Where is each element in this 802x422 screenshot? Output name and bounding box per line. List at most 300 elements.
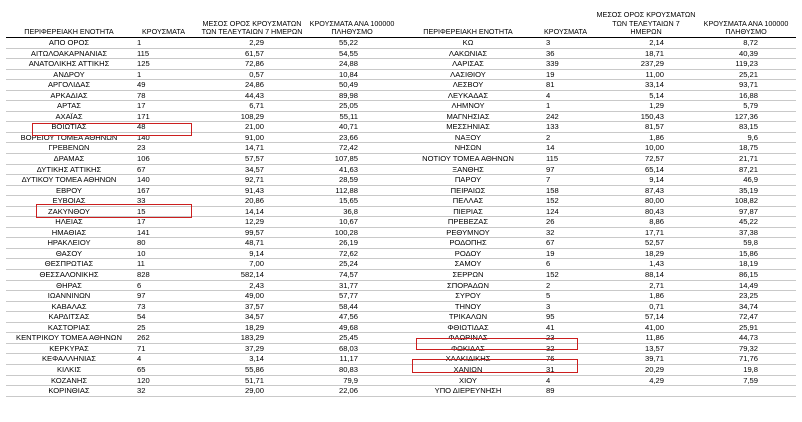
per-100k-cell: 18,75 <box>738 143 758 153</box>
cases-cell: 25 <box>137 322 146 332</box>
highlight-box-evvoias <box>36 204 192 218</box>
cases-cell: 115 <box>546 154 559 164</box>
per-100k-cell: 10,84 <box>338 69 358 79</box>
per-100k-cell: 25,91 <box>738 322 758 332</box>
per-100k-cell: 55,11 <box>339 111 358 121</box>
avg-cell: 29,00 <box>244 386 264 396</box>
per-100k-cell: 41,63 <box>338 164 358 174</box>
per-100k-cell: 44,73 <box>738 333 758 343</box>
region-cell: ΚΑΒΑΛΑΣ <box>51 301 87 311</box>
cases-cell: 15 <box>137 206 146 216</box>
region-cell: ΑΡΚΑΔΙΑΣ <box>50 90 88 100</box>
avg-cell: 1,29 <box>649 101 664 111</box>
table-row <box>6 80 402 91</box>
avg-cell: 10,00 <box>644 143 664 153</box>
avg-cell: 18,29 <box>644 248 664 258</box>
region-cell: ΚΟΡΙΝΘΙΑΣ <box>48 386 90 396</box>
region-cell: ΛΑΚΩΝΙΑΣ <box>448 48 488 58</box>
cases-cell: 140 <box>137 132 150 142</box>
table-row <box>402 38 796 49</box>
region-cell: ΧΙΟΥ <box>459 375 477 385</box>
table-row <box>6 344 402 355</box>
cases-cell: 4 <box>546 90 551 100</box>
cases-cell: 48 <box>137 122 146 132</box>
avg-cell: 2,14 <box>649 38 664 47</box>
cases-cell: 2 <box>546 280 551 290</box>
table-row <box>6 281 402 292</box>
per-100k-cell: 19,8 <box>743 364 758 374</box>
region-cell: ΗΜΑΘΙΑΣ <box>51 227 87 237</box>
header-per-100k: ΚΡΟΥΣΜΑΤΑ ΑΝΑ 100000 ΠΛΗΘΥΣΜΟ <box>309 18 395 36</box>
right-table-header <box>402 2 796 38</box>
per-100k-cell: 108,82 <box>734 196 758 206</box>
avg-cell: 1,86 <box>649 291 664 301</box>
table-row <box>402 175 796 186</box>
cases-cell: 158 <box>546 185 559 195</box>
avg-cell: 0,71 <box>649 301 664 311</box>
cases-cell: 133 <box>546 122 559 132</box>
region-cell: ΔΥΤΙΚΗΣ ΑΤΤΙΚΗΣ <box>36 164 102 174</box>
avg-cell: 49,00 <box>244 291 264 301</box>
region-cell: ΝΗΣΩΝ <box>454 143 482 153</box>
region-cell: ΛΗΜΝΟΥ <box>451 101 485 111</box>
table-row <box>402 323 796 334</box>
avg-cell: 11,86 <box>645 333 664 343</box>
per-100k-cell: 55,22 <box>338 38 358 47</box>
avg-cell: 18,71 <box>644 48 664 58</box>
cases-cell: 32 <box>546 343 555 353</box>
region-cell: ΧΑΝΙΩΝ <box>453 364 483 374</box>
per-100k-cell: 45,22 <box>738 217 758 227</box>
cases-cell: 120 <box>137 375 150 385</box>
table-row <box>402 312 796 323</box>
table-row <box>6 186 402 197</box>
per-100k-cell: 58,44 <box>338 301 358 311</box>
per-100k-cell: 112,88 <box>335 185 358 195</box>
avg-cell: 17,71 <box>644 227 664 237</box>
cases-cell: 49 <box>137 80 146 90</box>
per-100k-cell: 71,76 <box>738 354 758 364</box>
per-100k-cell: 31,77 <box>338 280 358 290</box>
avg-cell: 108,29 <box>240 111 264 121</box>
avg-cell: 37,29 <box>244 343 264 353</box>
avg-cell: 237,29 <box>640 59 664 69</box>
per-100k-cell: 16,88 <box>738 90 758 100</box>
cases-cell: 2 <box>546 132 551 142</box>
per-100k-cell: 23,25 <box>738 291 758 301</box>
region-cell: ΘΗΡΑΣ <box>56 280 82 290</box>
per-100k-cell: 34,74 <box>738 301 758 311</box>
cases-cell: 124 <box>546 206 559 216</box>
per-100k-cell: 25,21 <box>738 69 758 79</box>
table-row <box>6 302 402 313</box>
table-row <box>402 70 796 81</box>
avg-cell: 2,43 <box>249 280 264 290</box>
header-cases: ΚΡΟΥΣΜΑΤΑ <box>142 26 186 36</box>
cases-cell: 152 <box>546 270 559 280</box>
avg-cell: 88,14 <box>644 270 664 280</box>
region-cell: ΚΑΣΤΟΡΙΑΣ <box>47 322 91 332</box>
cases-cell: 19 <box>546 248 555 258</box>
table-row <box>402 91 796 102</box>
avg-cell: 1,86 <box>649 132 664 142</box>
avg-cell: 41,00 <box>644 322 664 332</box>
per-100k-cell: 83,15 <box>738 122 758 132</box>
per-100k-cell: 89,98 <box>338 90 358 100</box>
avg-cell: 0,57 <box>249 69 264 79</box>
table-row <box>6 323 402 334</box>
cases-cell: 32 <box>546 227 555 237</box>
cases-cell: 5 <box>546 291 551 301</box>
table-row <box>6 217 402 228</box>
avg-cell: 37,57 <box>244 301 264 311</box>
avg-cell: 20,86 <box>244 196 264 206</box>
cases-cell: 97 <box>137 291 146 301</box>
cases-cell: 4 <box>546 375 551 385</box>
region-cell: ΣΥΡΟΥ <box>455 291 481 301</box>
table-row <box>402 165 796 176</box>
per-100k-cell: 24,88 <box>338 59 358 69</box>
per-100k-cell: 37,38 <box>738 227 758 237</box>
region-cell: ΑΠΟ ΟΡΟΣ <box>48 38 90 47</box>
cases-cell: 80 <box>137 238 146 248</box>
region-cell: ΖΑΚΥΝΘΟΥ <box>48 206 90 216</box>
per-100k-cell: 72,47 <box>738 312 758 322</box>
cases-cell: 125 <box>137 59 150 69</box>
avg-cell: 7,00 <box>249 259 264 269</box>
region-cell: ΚΑΡΔΙΤΣΑΣ <box>48 312 90 322</box>
cases-cell: 23 <box>137 143 146 153</box>
region-cell: ΔΡΑΜΑΣ <box>53 154 85 164</box>
cases-cell: 89 <box>546 386 555 396</box>
cases-cell: 140 <box>137 175 150 185</box>
cases-cell: 1 <box>137 38 142 47</box>
per-100k-cell: 54,55 <box>338 48 358 58</box>
cases-cell: 36 <box>546 48 555 58</box>
table-row <box>402 259 796 270</box>
region-cell: ΛΕΥΚΑΔΑΣ <box>447 90 489 100</box>
avg-cell: 57,14 <box>644 312 664 322</box>
region-cell: ΔΥΤΙΚΟΥ ΤΟΜΕΑ ΑΘΗΝΩΝ <box>21 175 117 185</box>
table-row <box>402 143 796 154</box>
avg-cell: 183,29 <box>240 333 264 343</box>
cases-cell: 17 <box>137 101 146 111</box>
highlight-box-voiotias <box>32 123 192 136</box>
table-row <box>402 291 796 302</box>
per-100k-cell: 7,59 <box>743 375 758 385</box>
avg-cell: 20,29 <box>644 364 664 374</box>
table-row <box>6 154 402 165</box>
region-cell: ΕΥΒΟΙΑΣ <box>52 196 86 206</box>
avg-cell: 2,29 <box>249 38 264 47</box>
avg-cell: 44,43 <box>244 90 264 100</box>
table-row <box>6 165 402 176</box>
per-100k-cell: 5,79 <box>743 101 758 111</box>
table-row <box>402 386 796 397</box>
table-row <box>6 143 402 154</box>
table-row <box>6 386 402 397</box>
table-row <box>402 59 796 70</box>
region-cell: ΠΕΛΛΑΣ <box>452 196 484 206</box>
region-cell: ΝΟΤΙΟΥ ΤΟΜΕΑ ΑΘΗΝΩΝ <box>422 154 514 164</box>
cases-cell: 97 <box>546 164 555 174</box>
table-row <box>6 291 402 302</box>
table-row <box>402 154 796 165</box>
avg-cell: 91,00 <box>244 132 264 142</box>
avg-cell: 39,71 <box>644 354 664 364</box>
region-cell: ΤΡΙΚΑΛΩΝ <box>448 312 488 322</box>
avg-cell: 18,29 <box>244 322 264 332</box>
cases-cell: 76 <box>546 354 555 364</box>
table-row <box>402 270 796 281</box>
per-100k-cell: 68,03 <box>338 343 358 353</box>
per-100k-cell: 46,9 <box>743 175 758 185</box>
per-100k-cell: 107,85 <box>334 154 358 164</box>
avg-cell: 33,14 <box>644 80 664 90</box>
per-100k-cell: 93,71 <box>738 80 758 90</box>
per-100k-cell: 72,42 <box>338 143 358 153</box>
table-row <box>6 312 402 323</box>
per-100k-cell: 80,83 <box>338 364 358 374</box>
avg-cell: 61,57 <box>244 48 264 58</box>
region-cell: ΤΗΝΟΥ <box>454 301 482 311</box>
region-cell: ΛΕΣΒΟΥ <box>452 80 484 90</box>
cases-cell: 115 <box>137 48 150 58</box>
cases-cell: 339 <box>546 59 559 69</box>
cases-cell: 78 <box>137 90 146 100</box>
table-row <box>402 217 796 228</box>
per-100k-cell: 40,71 <box>338 122 358 132</box>
per-100k-cell: 25,45 <box>338 333 358 343</box>
region-cell: ΙΩΑΝΝΙΝΩΝ <box>47 291 91 301</box>
avg-cell: 92,71 <box>244 175 264 185</box>
region-cell: ΚΕΝΤΡΙΚΟΥ ΤΟΜΕΑ ΑΘΗΝΩΝ <box>16 333 122 343</box>
region-cell: ΦΛΩΡΙΝΑΣ <box>448 333 488 343</box>
header-7day-average: ΜΕΣΟΣ ΟΡΟΣ ΚΡΟΥΣΜΑΤΩΝ ΤΩΝ ΤΕΛΕΥΤΑΙΩΝ 7 ΗΜΕΡΩΝ <box>201 18 303 36</box>
table-row <box>402 249 796 260</box>
table-row <box>6 249 402 260</box>
table-row <box>6 365 402 376</box>
cases-cell: 32 <box>137 386 146 396</box>
per-100k-cell: 9,6 <box>747 132 758 142</box>
region-cell: ΠΙΕΡΙΑΣ <box>453 206 483 216</box>
per-100k-cell: 25,24 <box>338 259 358 269</box>
per-100k-cell: 11,17 <box>339 354 358 364</box>
table-row <box>402 281 796 292</box>
avg-cell: 4,29 <box>649 375 664 385</box>
avg-cell: 24,86 <box>244 80 264 90</box>
region-cell: ΚΟΖΑΝΗΣ <box>50 375 88 385</box>
avg-cell: 3,14 <box>249 354 264 364</box>
avg-cell: 72,86 <box>244 59 264 69</box>
per-100k-cell: 72,62 <box>338 248 358 258</box>
region-cell: ΑΝΔΡΟΥ <box>53 69 85 79</box>
table-row <box>6 333 402 344</box>
region-cell: ΛΑΣΙΘΙΟΥ <box>450 69 486 79</box>
cases-cell: 71 <box>137 343 146 353</box>
avg-cell: 9,14 <box>649 175 664 185</box>
cases-cell: 3 <box>546 301 551 311</box>
per-100k-cell: 49,68 <box>338 322 358 332</box>
avg-cell: 14,14 <box>244 206 264 216</box>
avg-cell: 57,57 <box>244 154 264 164</box>
cases-cell: 33 <box>137 196 146 206</box>
cases-cell: 141 <box>137 227 150 237</box>
region-cell: ΦΘΙΩΤΙΔΑΣ <box>447 322 489 332</box>
table-row <box>6 376 402 387</box>
per-100k-cell: 86,15 <box>738 270 758 280</box>
avg-cell: 87,43 <box>644 185 664 195</box>
avg-cell: 582,14 <box>240 270 264 280</box>
per-100k-cell: 18,19 <box>738 259 758 269</box>
region-cell: ΡΟΔΟΥ <box>454 248 482 258</box>
right-table <box>402 2 796 397</box>
per-100k-cell: 21,71 <box>738 154 758 164</box>
per-100k-cell: 119,23 <box>735 59 758 69</box>
cases-cell: 23 <box>546 333 555 343</box>
region-cell: ΡΕΘΥΜΝΟΥ <box>446 227 490 237</box>
per-100k-cell: 79,9 <box>343 375 358 385</box>
table-row <box>6 91 402 102</box>
per-100k-cell: 28,59 <box>338 175 358 185</box>
cases-cell: 19 <box>546 69 555 79</box>
table-row <box>402 228 796 239</box>
cases-cell: 3 <box>546 38 551 47</box>
header-per-100k: ΚΡΟΥΣΜΑΤΑ ΑΝΑ 100000 ΠΛΗΘΥΣΜΟ <box>703 18 789 36</box>
avg-cell: 34,57 <box>244 164 264 174</box>
per-100k-cell: 23,66 <box>338 132 358 142</box>
region-cell: ΧΑΛΚΙΔΙΚΗΣ <box>445 354 491 364</box>
avg-cell: 34,57 <box>244 312 264 322</box>
cases-cell: 828 <box>137 270 150 280</box>
region-cell: ΘΕΣΠΡΩΤΙΑΣ <box>44 259 94 269</box>
table-row <box>402 238 796 249</box>
region-cell: ΠΕΙΡΑΙΩΣ <box>450 185 486 195</box>
avg-cell: 8,86 <box>649 217 664 227</box>
cases-cell: 167 <box>137 185 150 195</box>
avg-cell: 5,14 <box>649 90 664 100</box>
avg-cell: 80,43 <box>644 206 664 216</box>
per-100k-cell: 100,28 <box>334 227 358 237</box>
avg-cell: 65,14 <box>644 164 664 174</box>
region-cell: ΠΑΡΟΥ <box>454 175 482 185</box>
avg-cell: 150,43 <box>640 111 664 121</box>
avg-cell: 81,57 <box>644 122 664 132</box>
region-cell: ΚΕΡΚΥΡΑΣ <box>49 343 89 353</box>
region-cell: ΚΕΦΑΛΛΗΝΙΑΣ <box>41 354 97 364</box>
cases-cell: 11 <box>137 259 145 269</box>
table-row <box>6 354 402 365</box>
region-cell: ΒΟΡΕΙΟΥ ΤΟΜΕΑ ΑΘΗΝΩΝ <box>20 132 118 142</box>
region-cell: ΑΙΤΩΛΟΑΚΑΡΝΑΝΙΑΣ <box>30 48 108 58</box>
per-100k-cell: 26,19 <box>338 238 358 248</box>
avg-cell: 12,29 <box>244 217 264 227</box>
per-100k-cell: 15,86 <box>738 248 758 258</box>
region-cell: ΚΩ <box>462 38 474 47</box>
per-100k-cell: 47,56 <box>338 312 358 322</box>
region-cell: ΜΕΣΣΗΝΙΑΣ <box>446 122 490 132</box>
table-row <box>6 228 402 239</box>
per-100k-cell: 74,57 <box>338 270 358 280</box>
region-cell: ΥΠΟ ΔΙΕΡΕΥΝΗΣΗ <box>434 386 502 396</box>
region-cell: ΚΙΛΚΙΣ <box>56 364 82 374</box>
table-row <box>402 49 796 60</box>
cases-cell: 54 <box>137 312 146 322</box>
per-100k-cell: 15,65 <box>338 196 358 206</box>
left-table-header <box>6 2 402 38</box>
per-100k-cell: 36,8 <box>343 206 358 216</box>
per-100k-cell: 25,05 <box>338 101 358 111</box>
avg-cell: 14,71 <box>244 143 264 153</box>
region-cell: ΘΑΣΟΥ <box>55 248 83 258</box>
cases-cell: 65 <box>137 364 146 374</box>
cases-cell: 67 <box>137 164 146 174</box>
avg-cell: 21,00 <box>244 122 264 132</box>
avg-cell: 80,00 <box>644 196 664 206</box>
region-cell: ΘΕΣΣΑΛΟΝΙΚΗΣ <box>39 270 99 280</box>
region-cell: ΜΑΓΝΗΣΙΑΣ <box>446 111 490 121</box>
table-row <box>6 175 402 186</box>
region-cell: ΑΧΑΪΑΣ <box>55 111 83 121</box>
cases-cell: 26 <box>546 217 555 227</box>
cases-cell: 10 <box>137 248 146 258</box>
avg-cell: 99,57 <box>244 227 264 237</box>
table-row <box>6 70 402 81</box>
region-cell: ΡΟΔΟΠΗΣ <box>449 238 487 248</box>
region-cell: ΒΟΙΩΤΙΑΣ <box>51 122 87 132</box>
cases-cell: 6 <box>137 280 142 290</box>
cases-cell: 67 <box>546 238 555 248</box>
region-cell: ΓΡΕΒΕΝΩΝ <box>48 143 90 153</box>
region-cell: ΝΑΞΟΥ <box>454 132 482 142</box>
per-100k-cell: 8,72 <box>743 38 758 47</box>
table-row <box>402 122 796 133</box>
avg-cell: 72,57 <box>644 154 664 164</box>
header-7day-average: ΜΕΣΟΣ ΟΡΟΣ ΚΡΟΥΣΜΑΤΩΝ ΤΩΝ ΤΕΛΕΥΤΑΙΩΝ 7 ΗΜΕΡΩΝ <box>596 10 696 36</box>
avg-cell: 9,14 <box>249 248 264 258</box>
cases-cell: 242 <box>546 111 559 121</box>
table-row <box>402 80 796 91</box>
region-cell: ΞΑΝΘΗΣ <box>452 164 484 174</box>
cases-cell: 14 <box>546 143 555 153</box>
per-100k-cell: 59,8 <box>743 238 758 248</box>
per-100k-cell: 79,32 <box>738 343 758 353</box>
table-row <box>6 101 402 112</box>
avg-cell: 11,00 <box>645 69 664 79</box>
table-row <box>402 196 796 207</box>
header-region: ΠΕΡΙΦΕΡΕΙΑΚΗ ΕΝΟΤΗΤΑ <box>423 26 513 36</box>
header-region: ΠΕΡΙΦΕΡΕΙΑΚΗ ΕΝΟΤΗΤΑ <box>24 26 114 36</box>
table-row <box>6 59 402 70</box>
per-100k-cell: 87,21 <box>738 164 758 174</box>
avg-cell: 55,86 <box>244 364 264 374</box>
region-cell: ΛΑΡΙΣΑΣ <box>452 59 484 69</box>
cases-cell: 1 <box>137 69 142 79</box>
per-100k-cell: 97,87 <box>738 206 758 216</box>
cases-cell: 81 <box>546 80 555 90</box>
cases-cell: 262 <box>137 333 150 343</box>
cases-cell: 171 <box>137 111 150 121</box>
avg-cell: 52,57 <box>644 238 664 248</box>
region-cell: ΣΠΟΡΑΔΩΝ <box>447 280 489 290</box>
table-row <box>402 186 796 197</box>
table-row <box>6 270 402 281</box>
avg-cell: 1,43 <box>649 259 664 269</box>
table-row <box>6 238 402 249</box>
cases-cell: 31 <box>546 364 555 374</box>
table-row <box>402 101 796 112</box>
cases-cell: 73 <box>137 301 146 311</box>
